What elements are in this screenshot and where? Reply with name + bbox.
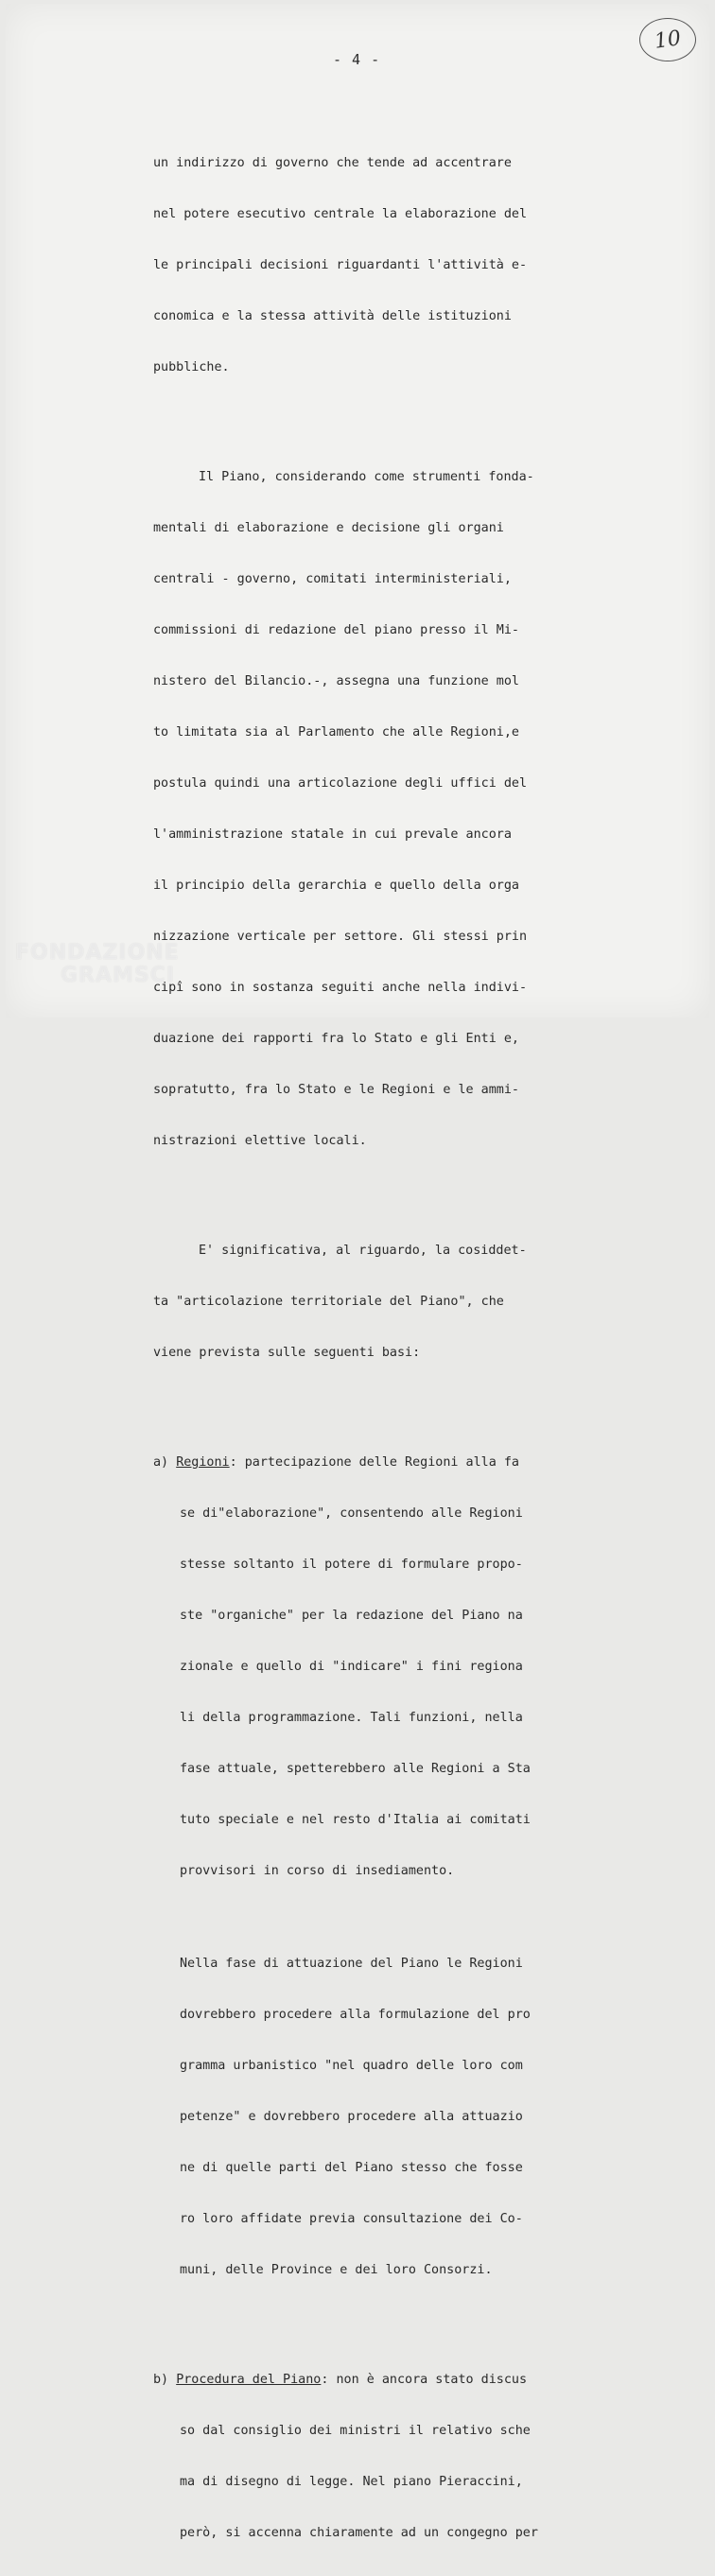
text-line: li della programmazione. Tali funzioni, nella [180, 1711, 523, 1725]
text-line: petenze" e dovrebbero procedere alla attuazio [180, 2110, 523, 2124]
text-line: l'amministrazione statale in cui prevale ancora [153, 827, 512, 842]
list-item-b-first-line: b) Procedura del Piano: non è ancora stato discus [153, 2373, 528, 2387]
text-line: sopratutto, fra lo Stato e le Regioni e le ammi- [153, 1083, 519, 1097]
typed-text-body [153, 104, 598, 2576]
text-line: conomica e la stessa attività delle istituzioni [153, 309, 512, 323]
list-item-heading: Procedura del Piano [176, 2373, 322, 2387]
text-line: tuto speciale e nel resto d'Italia ai comitati [180, 1813, 531, 1827]
text-line: se di"elaborazione", consentendo alle Regioni [180, 1506, 523, 1521]
list-item-a-first-line: a) Regioni: partecipazione delle Regioni alla fa [153, 1455, 519, 1470]
text-line: viene prevista sulle seguenti basi: [153, 1346, 421, 1360]
text-line: mentali di elaborazione e decisione gli organi [153, 521, 504, 535]
archive-page-mark: 10 [639, 18, 696, 61]
text-line: nel potere esecutivo centrale la elaborazione del [153, 207, 528, 221]
archive-watermark: FONDAZIONE GRAMSCI [15, 941, 180, 987]
page-number: - 4 - [333, 51, 381, 68]
text-line: stesse soltanto il potere di formulare propo- [180, 1558, 523, 1572]
text-line: ste "organiche" per la redazione del Piano na [180, 1609, 523, 1623]
text-line: commissioni di redazione del piano presso il Mi- [153, 623, 519, 637]
text-line: to limitata sia al Parlamento che alle Regioni,e [153, 725, 519, 740]
text-line: ma di disegno di legge. Nel piano Pieraccini, [180, 2475, 523, 2489]
list-marker: a) [153, 1455, 169, 1470]
text-line: fase attuale, spetterebbero alle Regioni a Sta [180, 1762, 531, 1776]
text-line: duazione dei rapporti fra lo Stato e gli Enti e, [153, 1032, 519, 1046]
text-line: nistero del Bilancio.-, assegna una funzione mol [153, 674, 519, 688]
text-line: gramma urbanistico "nel quadro delle loro com [180, 2059, 523, 2073]
document-page [6, 4, 709, 2540]
text-line: muni, delle Province e dei loro Consorzi. [180, 2263, 493, 2277]
text-line: zionale e quello di "indicare" i fini regiona [180, 1660, 523, 1674]
text-line: provvisori in corso di insediamento. [180, 1864, 455, 1878]
text-line: ro loro affidate previa consultazione dei Co- [180, 2212, 523, 2226]
text-line: il principio della gerarchia e quello della orga [153, 879, 519, 893]
list-marker: b) [153, 2373, 169, 2387]
text-line: dovrebbero procedere alla formulazione del pro [180, 2008, 531, 2022]
text-line: Il Piano, considerando come strumenti fonda- [199, 470, 534, 484]
text-line: ne di quelle parti del Piano stesso che fosse [180, 2161, 523, 2175]
text-line: ta "articolazione territoriale del Piano", che [153, 1295, 504, 1309]
text-line: postula quindi una articolazione degli uffici del [153, 776, 528, 791]
text-line: so dal consiglio dei ministri il relativo sche [180, 2424, 531, 2438]
text-line: cipî sono in sostanza seguiti anche nella indivi- [153, 981, 528, 995]
text-line: pubbliche. [153, 360, 230, 374]
text-line: centrali - governo, comitati interministeriali, [153, 572, 512, 586]
text-line: le principali decisioni riguardanti l'attività e- [153, 258, 528, 272]
text-line: un indirizzo di governo che tende ad accentrare [153, 156, 512, 170]
text-line: nizzazione verticale per settore. Gli stessi prin [153, 930, 528, 944]
list-item-heading: Regioni [176, 1455, 230, 1470]
text-line: però, si accenna chiaramente ad un congegno per [180, 2526, 538, 2540]
text-line: Nella fase di attuazione del Piano le Regioni [180, 1957, 523, 1971]
text-line: nistrazioni elettive locali. [153, 1134, 367, 1148]
text-line: E' significativa, al riguardo, la cosiddet- [199, 1244, 527, 1258]
